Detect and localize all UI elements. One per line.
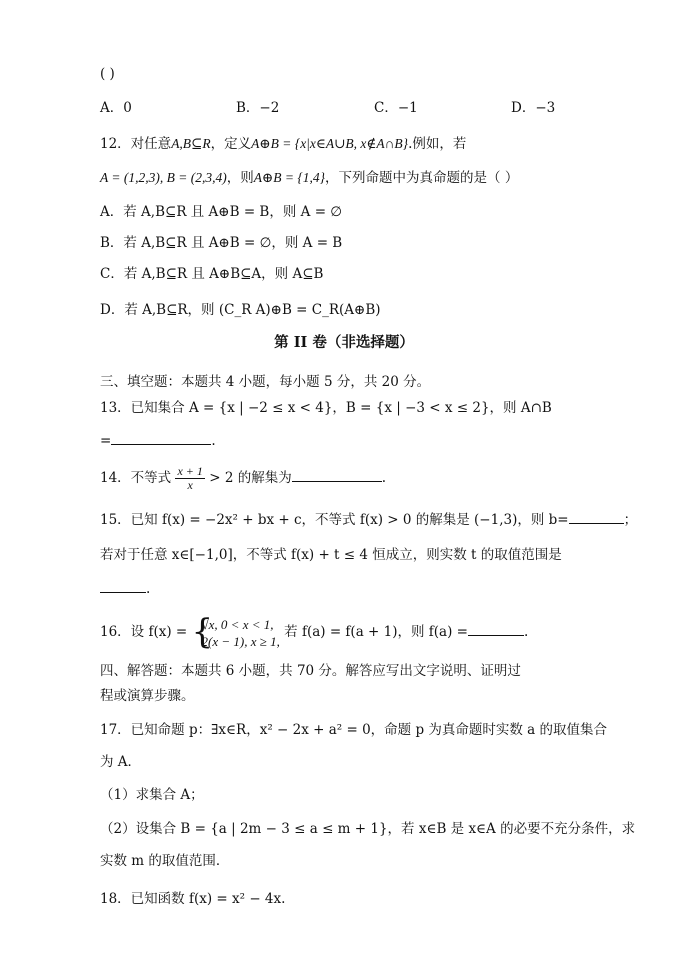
q12-option-d: D．若 A,B⊆R，则 (C_R A)⊕B = C_R(A⊕B) [100, 302, 381, 318]
part3-heading: 三、填空题：本题共 4 小题，每小题 5 分，共 20 分。 [100, 374, 431, 390]
q12-stem-line1: 12．对任意A,B⊆R，定义A⊕B = {x|x∈A∪B, x∉A∩B}.例如，若 [100, 136, 467, 152]
q15-line3: . [100, 578, 150, 599]
q15-line1: 15．已知 f(x) = −2x² + bx + c，不等式 f(x) > 0 的解集是 (−1,3)，则 b= ； [100, 509, 637, 530]
part4-heading-line2: 程或演算步骤。 [100, 688, 195, 704]
q17-sub2-line2: 实数 m 的取值范围． [100, 853, 230, 869]
q13-answer-blank[interactable] [111, 430, 211, 445]
q17-line1: 17．已知命题 p：∃x∈R，x² − 2x + a² = 0，命题 p 为真命题时实数 a 的取值集合 [100, 722, 608, 738]
q16-piecewise: { √x, 0 < x < 1, 2(x − 1), x ≥ 1, [191, 611, 280, 652]
q12-stem-line2: A = (1,2,3), B = (2,3,4)，则A⊕B = {1,4}，下列命题中为真命题的是（ ） [100, 170, 519, 186]
q12-option-c: C．若 A,B⊆R 且 A⊕B⊆A，则 A⊆B [100, 266, 324, 282]
section-title: 第 II 卷（非选择题） [274, 334, 414, 351]
q15-line2: 若对于任意 x∈[−1,0]，不等式 f(x) + t ≤ 4 恒成立，则实数 t 的取值范围是 [100, 547, 562, 563]
q11-answer-paren: ( ) [100, 66, 115, 82]
q17-sub2-line1: （2）设集合 B = {a | 2m − 3 ≤ a ≤ m + 1}，若 x∈B 是 x∈A 的必要不充分条件，求 [100, 821, 636, 837]
q18-line1: 18．已知函数 f(x) = x² − 4x. [100, 891, 286, 907]
q15-b-blank[interactable] [569, 509, 624, 524]
q11-option-d: D．−3 [511, 100, 556, 116]
q17-line2: 为 A． [100, 754, 142, 770]
q16-line: 16．设 f(x) = { √x, 0 < x < 1, 2(x − 1), x ≥ 1, 若 f(a) = f(a + 1)，则 f(a) = . [100, 611, 529, 652]
left-brace-icon: { [191, 611, 214, 652]
q13-line1: 13．已知集合 A = {x | −2 ≤ x < 4}，B = {x | −3 < x ≤ 2}，则 A∩B [100, 400, 552, 416]
q11-option-c: C．−1 [374, 100, 418, 116]
q16-answer-blank[interactable] [468, 621, 524, 636]
q14-fraction: $\frac{x + 1}{x}$ [177, 464, 203, 492]
q14-answer-blank[interactable] [292, 467, 382, 482]
q12-option-b: B．若 A,B⊆R 且 A⊕B = ∅，则 A = B [100, 235, 343, 251]
q11-option-a: A．0 [100, 100, 132, 116]
q15-t-blank[interactable] [100, 578, 146, 593]
q13-line2: = . [100, 430, 216, 451]
q12-option-a: A．若 A,B⊆R 且 A⊕B = B，则 A = ∅ [100, 204, 343, 220]
q14-line: 14．不等式 $\frac{x + 1}{x}$ > 2 的解集为 . [100, 464, 386, 492]
q11-option-b: B．−2 [236, 100, 280, 116]
part4-heading-line1: 四、解答题：本题共 6 小题，共 70 分。解答应写出文字说明、证明过 [100, 663, 521, 679]
q17-sub1: （1）求集合 A； [100, 787, 204, 803]
